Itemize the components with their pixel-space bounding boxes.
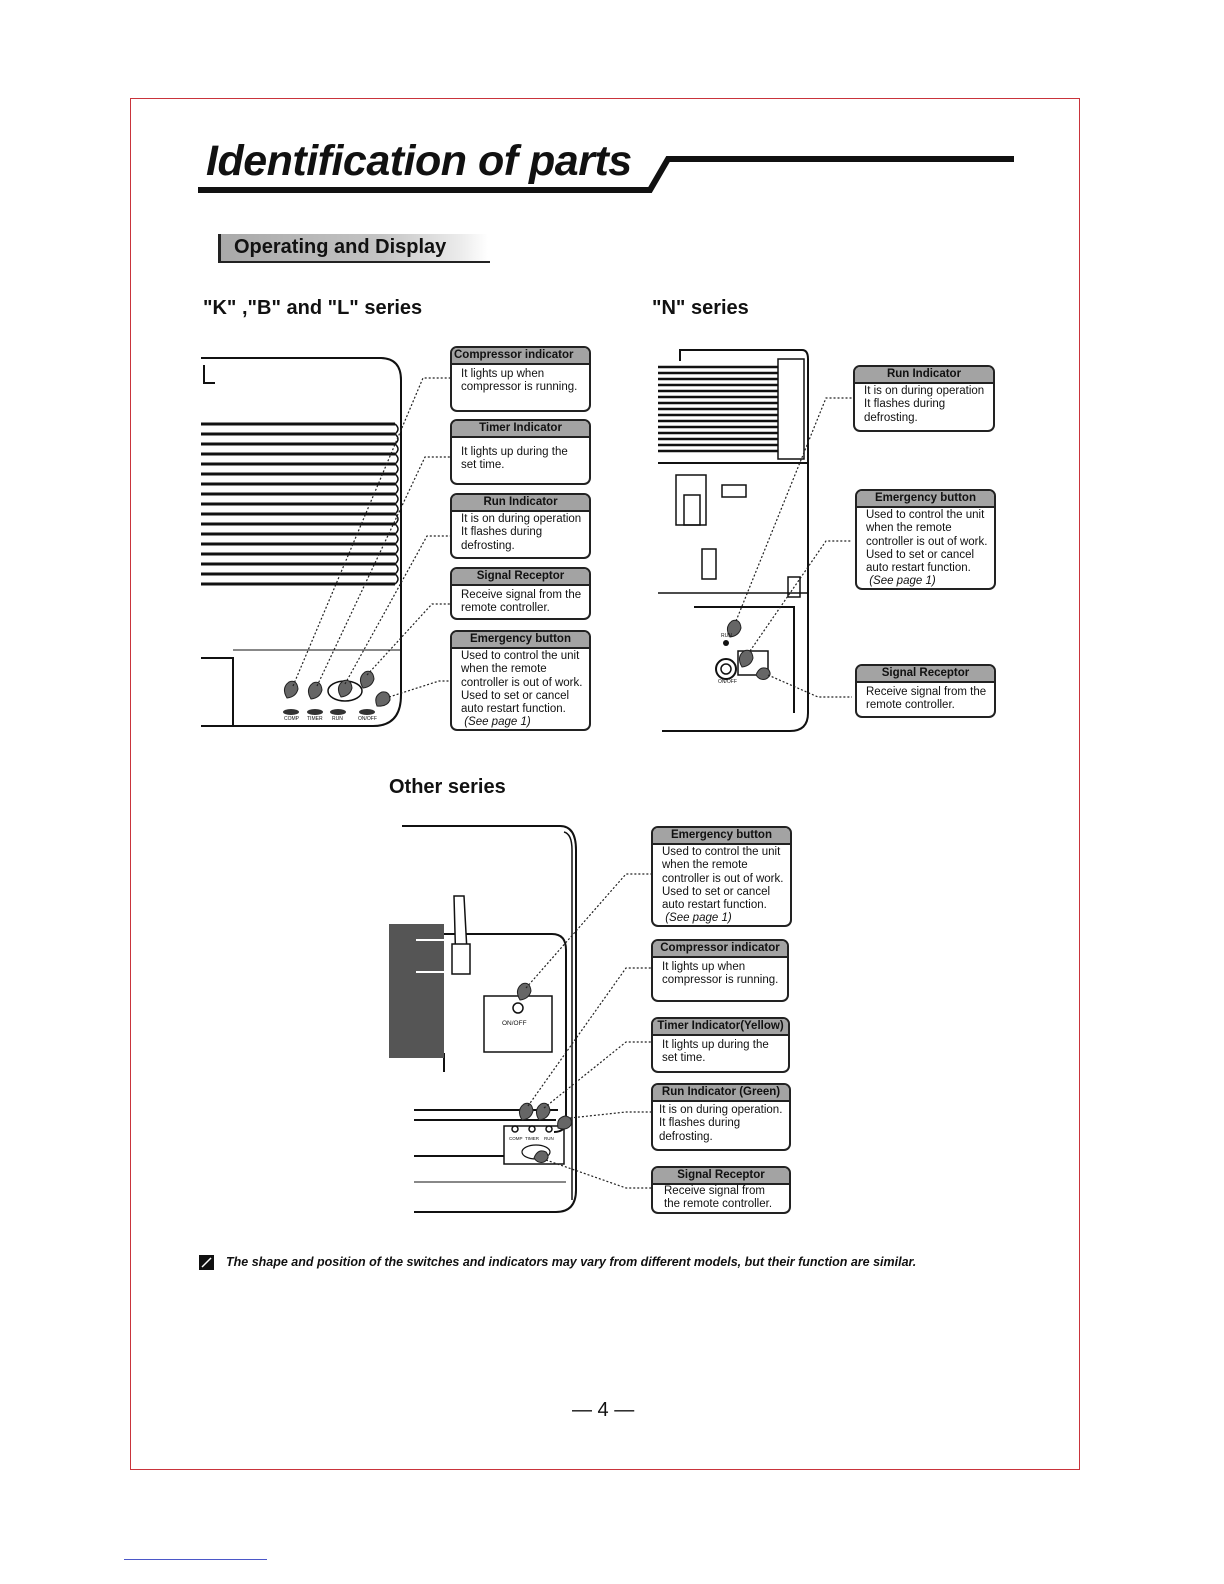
footnote: The shape and position of the switches and indicators may vary from different models, but their function are similar. <box>226 1255 917 1269</box>
other-signal-callout <box>651 1166 791 1214</box>
other-indicator-lights <box>512 1126 552 1132</box>
other-side-panel <box>389 924 444 1058</box>
callout-body: It lights up during the set time. <box>461 446 568 472</box>
kbl-emergency-callout <box>450 630 591 731</box>
callout-title: Emergency button <box>857 491 994 508</box>
kbl-louvers <box>201 424 395 584</box>
other-emergency-callout <box>651 826 792 927</box>
callout-body: It is on during operation It flashes during defrosting. <box>461 513 582 552</box>
n-run-light <box>723 640 729 646</box>
n-pointer-hands <box>727 620 770 679</box>
callout-title: Signal Receptor <box>857 666 994 683</box>
other-unit-illustration <box>386 820 656 1220</box>
kbl-series-heading: "K" ,"B" and "L" series <box>203 297 423 319</box>
callout-title: Run Indicator (Green) <box>653 1085 789 1102</box>
callout-body: It is on during operation It flashes during defrosting. <box>864 385 985 424</box>
kbl-signal-callout <box>450 567 591 620</box>
note-checkbox-icon <box>199 1255 214 1270</box>
callout-page-ref: (See page 1) <box>662 912 732 925</box>
other-series-heading: Other series <box>389 776 506 798</box>
callout-page-ref: (See page 1) <box>866 575 936 588</box>
n-louvers <box>658 367 778 451</box>
callout-title: Timer Indicator <box>452 421 589 438</box>
n-series-heading: "N" series <box>652 297 749 319</box>
callout-title: Compressor indicator <box>653 941 787 958</box>
callout-body: Used to control the unit when the remote controller is out of work. Used to set or cancel auto restart function. <box>866 509 988 575</box>
other-timer-callout <box>651 1017 790 1073</box>
callout-title: Compressor indicator <box>452 348 589 365</box>
page-number: — 4 — <box>572 1399 635 1421</box>
callout-body: Used to control the unit when the remote controller is out of work. Used to set or cancel auto restart function. <box>461 650 583 716</box>
callout-title: Timer Indicator(Yellow) <box>653 1019 788 1036</box>
section-title: Operating and Display <box>234 236 447 258</box>
other-onoff-button <box>513 1003 523 1013</box>
callout-body: It lights up when compressor is running. <box>662 961 779 987</box>
kbl-pointer-hands <box>284 671 390 706</box>
n-unit-illustration <box>650 345 860 737</box>
callout-title: Signal Receptor <box>452 569 589 586</box>
section-tab-rule <box>218 261 490 263</box>
callout-body: It lights up when compressor is running. <box>461 368 578 394</box>
section-tab <box>218 234 488 262</box>
callout-body: It is on during operation. It flashes during defrosting. <box>659 1104 783 1143</box>
n-emergency-callout <box>855 489 996 590</box>
n-onoff-button <box>716 659 736 679</box>
n-run-callout <box>853 365 995 432</box>
callout-body: Receive signal from the remote controller. <box>866 686 987 712</box>
callout-body: It lights up during the set time. <box>662 1039 769 1065</box>
callout-page-ref: (See page 1) <box>461 716 531 729</box>
kbl-panel-label: TIMER <box>307 716 323 722</box>
callout-body: Receive signal from the remote controller. <box>664 1185 773 1211</box>
callout-title: Emergency button <box>452 632 589 649</box>
other-panel-label: TIMER <box>525 1136 539 1141</box>
callout-body: Receive signal from the remote controller. <box>461 589 582 615</box>
kbl-timer-callout <box>450 419 591 485</box>
other-panel-label: COMP <box>509 1136 523 1141</box>
other-panel-label: RUN <box>544 1136 554 1141</box>
n-panel-label: ON/OFF <box>718 679 737 685</box>
kbl-panel-label: COMP <box>284 716 299 722</box>
kbl-compressor-callout <box>450 346 591 412</box>
other-compressor-callout <box>651 939 789 1002</box>
n-signal-callout <box>855 664 996 718</box>
callout-title: Signal Receptor <box>653 1168 789 1185</box>
kbl-run-callout <box>450 493 591 559</box>
n-panel-label: RUN <box>721 633 732 639</box>
callout-title: Run Indicator <box>855 367 993 384</box>
kbl-panel-label: ON/OFF <box>358 716 377 722</box>
callout-title: Run Indicator <box>452 495 589 512</box>
kbl-leader-lines <box>293 378 451 697</box>
callout-title: Emergency button <box>653 828 790 845</box>
other-panel-label: ON/OFF <box>502 1020 527 1027</box>
kbl-unit-illustration <box>195 350 455 735</box>
kbl-indicator-lights <box>283 709 375 715</box>
kbl-panel-label: RUN <box>332 716 343 722</box>
footer-rule <box>124 1559 267 1560</box>
page-title: Identification of parts <box>206 137 632 185</box>
callout-body: Used to control the unit when the remote controller is out of work. Used to set or cancel auto restart function. <box>662 846 784 912</box>
other-run-callout <box>651 1083 791 1151</box>
